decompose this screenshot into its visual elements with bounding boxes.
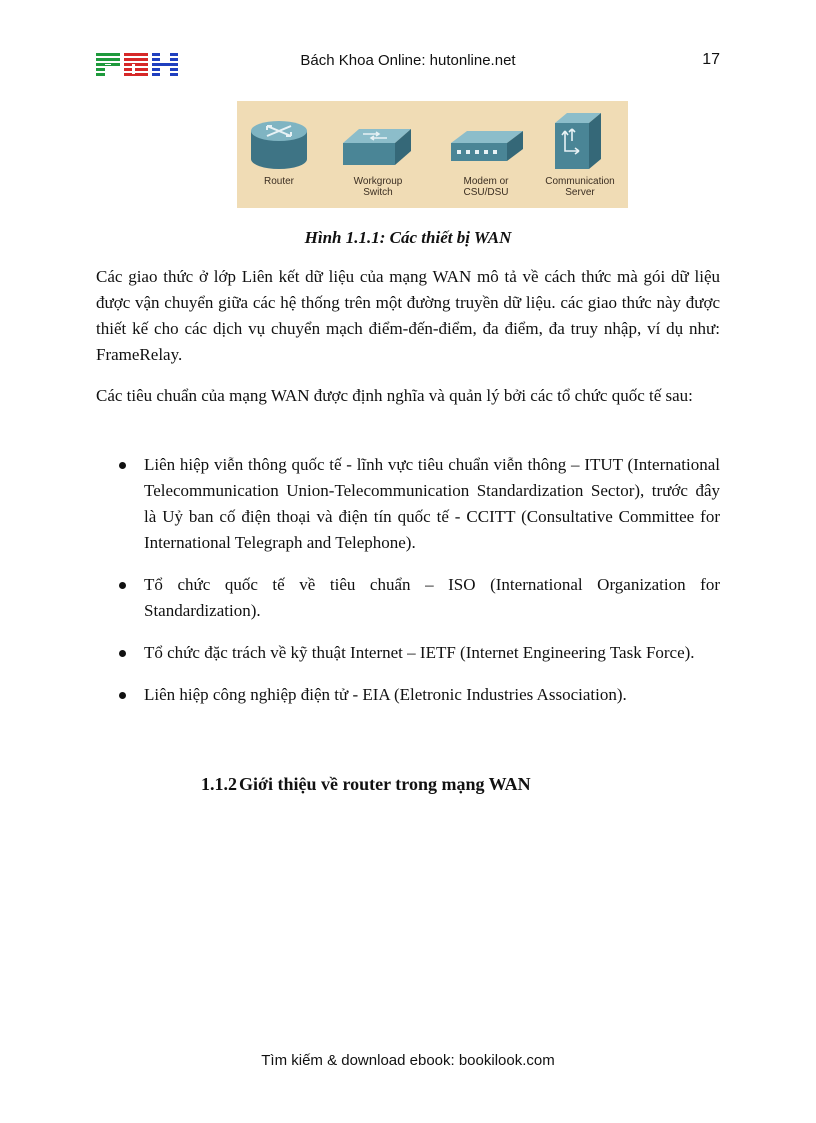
- paragraph-wan-standards: Các tiêu chuẩn của mạng WAN được định nghĩa và quản lý bởi các tổ chức quốc tế sau:: [96, 386, 693, 405]
- list-item-text: Tổ chức quốc tế về tiêu chuẩn – ISO (International Organization for Standardization).: [144, 575, 720, 620]
- section-number: 1.1.2: [201, 774, 237, 794]
- wan-devices-figure: [237, 101, 628, 208]
- communication-server-icon: [555, 113, 601, 169]
- figure-caption: Hình 1.1.1: Các thiết bị WAN: [304, 228, 512, 247]
- list-item-text: Liên hiệp viễn thông quốc tế - lĩnh vực tiêu chuẩn viễn thông – ITUT (International Telecommunication Union-Telecommunication Standardization Sector), trước đây là Uỷ ban cố điện thoại và điện tín quốc tế - CCITT (Consultative Committee for International Telegraph and Telephone).: [144, 455, 720, 552]
- modem-csu-dsu-icon: [451, 131, 523, 161]
- device-label-communication-server: Communication Server: [545, 176, 615, 198]
- section-heading: [201, 774, 531, 795]
- router-icon: [251, 121, 307, 169]
- list-item-text: Tổ chức đặc trách về kỹ thuật Internet – IETF (Internet Engineering Task Force).: [144, 643, 695, 662]
- workgroup-switch-icon: [343, 129, 411, 165]
- device-label-router: Router: [263, 176, 294, 187]
- page-number: 17: [702, 51, 720, 68]
- list-item: [144, 572, 720, 624]
- bullet-icon: [119, 462, 126, 469]
- list-item-text: Liên hiệp công nghiệp điện tử - EIA (Eletronic Industries Association).: [144, 685, 627, 704]
- list-item: [144, 640, 720, 666]
- bullet-icon: [119, 582, 126, 589]
- paragraph-wan-protocols: Các giao thức ở lớp Liên kết dữ liệu của mạng WAN mô tả về cách thức mà gói dữ liệu được vận chuyển giữa các hệ thống trên một đường truyền dữ liệu. các giao thức này được thiết kế cho các dịch vụ chuyển mạch điểm-đến-điểm, đa điểm, đa truy nhập, ví dụ như: FrameRelay.: [96, 267, 720, 364]
- bullet-icon: [119, 650, 126, 657]
- header-title: Bách Khoa Online: hutonline.net: [300, 52, 516, 69]
- list-item: [144, 682, 720, 708]
- bullet-icon: [119, 692, 126, 699]
- list-item: [144, 452, 720, 556]
- device-label-workgroup-switch: Workgroup Switch: [353, 176, 403, 198]
- standards-organizations-list: [144, 452, 720, 724]
- section-title: Giới thiệu về router trong mạng WAN: [239, 774, 531, 794]
- footer-text: Tìm kiếm & download ebook: bookilook.com: [261, 1052, 555, 1069]
- device-label-modem-csu-dsu: Modem or CSU/DSU: [463, 176, 509, 198]
